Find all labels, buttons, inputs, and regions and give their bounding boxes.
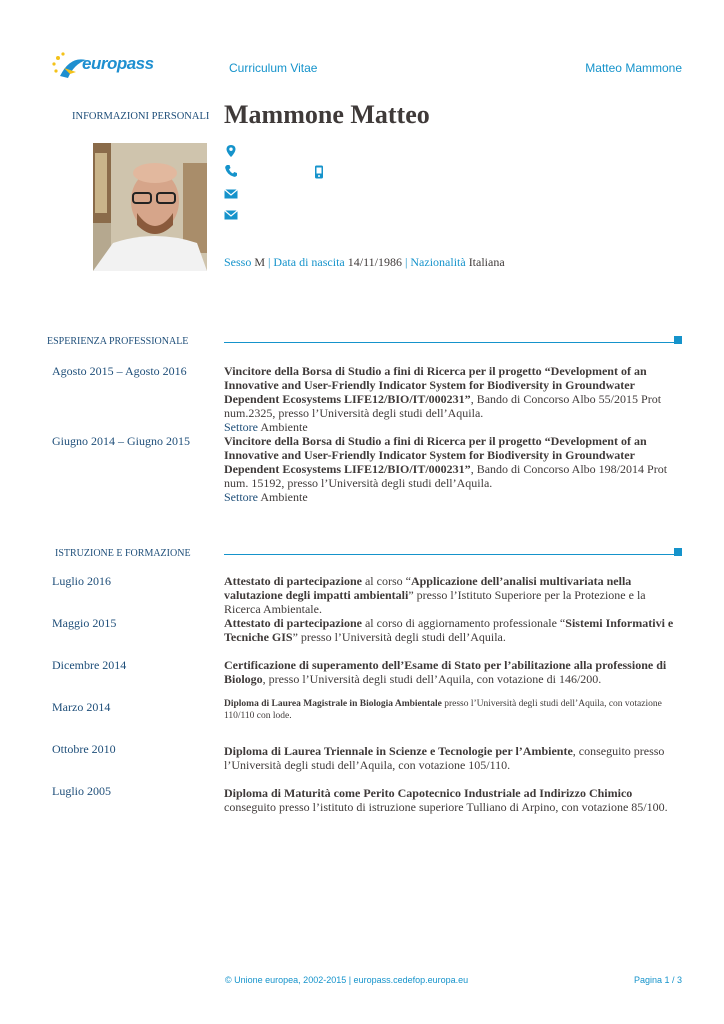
footer-copyright: © Unione europea, 2002-2015 | europass.cedefop.europa.eu — [225, 975, 469, 985]
page-number: Pagina 1 / 3 — [633, 975, 682, 985]
birth-value: 14/11/1986 — [347, 255, 402, 269]
education-date: Luglio 2005 — [52, 784, 111, 798]
location-icon — [224, 144, 238, 163]
sex-label: Sesso — [224, 255, 252, 269]
separator: | — [404, 255, 408, 269]
experience-entry: Vincitore della Borsa di Studio a fini di Ricerca per il progetto “Development of an Innovative and User-Friendly Indicator System for Biodiversity in Groundwater Dependent Ecosystems LIFE12/BIO/IT/000231”, Bando di Concorso Albo 55/2015 Prot num.2325, presso l’Università degli studi dell’Aquila. Settore Ambiente — [224, 364, 662, 434]
education-entry: Diploma di Laurea Triennale in Scienze e Tecnologie per l’Ambiente, conseguito presso l’Università degli studi dell’Aquila, con votazione 105/110. — [224, 744, 665, 772]
education-entry: Diploma di Laurea Magistrale in Biologia Ambientale presso l’Università degli studi dell’Aquila, con votazione 110/110 con lode. — [224, 699, 662, 721]
education-entry: Attestato di partecipazione al corso di aggiornamento professionale “Sistemi Informativi e Tecniche GIS” presso l’Università degli studi dell’Aquila. — [224, 616, 674, 644]
separator: | — [268, 255, 271, 269]
experience-entry: Vincitore della Borsa di Studio a fini di Ricerca per il progetto “Development of an Innovative and User-Friendly Indicator System for Biodiversity in Groundwater Dependent Ecosystems LIFE12/BIO/IT/000231”, Bando di Concorso Albo 198/2014 Prot num. 15192, presso l’Università degli studi dell’Aquila. Settore Ambiente — [224, 434, 668, 504]
education-section-label: ISTRUZIONE E FORMAZIONE — [55, 548, 191, 559]
personal-info-label: INFORMAZIONI PERSONALI — [72, 111, 210, 122]
mobile-phone-icon — [314, 165, 324, 184]
education-date: Maggio 2015 — [52, 616, 117, 630]
personal-details — [224, 255, 505, 270]
europass-logo-text: europass — [82, 54, 154, 73]
education-date: Ottobre 2010 — [52, 742, 116, 756]
email-icon — [224, 208, 238, 227]
nationality-label: Nazionalità — [410, 255, 466, 269]
education-date: Luglio 2016 — [52, 574, 111, 588]
email-icon — [224, 187, 238, 206]
nationality-value: Italiana — [468, 255, 505, 269]
sex-value: M — [254, 255, 266, 269]
document-type: Curriculum Vitae — [229, 61, 318, 75]
education-entry: Diploma di Maturità come Perito Capotecnico Industriale ad Indirizzo Chimico conseguito presso l’istituto di istruzione superiore Tulliano di Arpino, con votazione 85/100. — [224, 786, 668, 814]
full-name: Mammone Matteo — [224, 100, 430, 129]
education-date: Marzo 2014 — [52, 700, 111, 714]
education-entry: Certificazione di superamento dell’Esame di Stato per l’abilitazione alla professione di Biologo, presso l’Università degli studi dell’Aquila, con votazione di 146/200. — [224, 658, 667, 686]
section-divider — [224, 554, 674, 555]
section-marker — [674, 336, 682, 344]
section-marker — [674, 548, 682, 556]
education-entry: Attestato di partecipazione al corso “Applicazione dell’analisi multivariata nella valutazione degli impatti ambientali” presso l’Istituto Superiore per la Protezione e la Ricerca Ambientale. — [224, 574, 646, 616]
phone-icon — [224, 164, 238, 183]
birth-label: Data di nascita — [273, 255, 345, 269]
header-owner-name: Matteo Mammone — [585, 61, 682, 75]
profile-photo — [93, 143, 207, 271]
experience-date: Agosto 2015 – Agosto 2016 — [52, 364, 187, 378]
experience-date: Giugno 2014 – Giugno 2015 — [52, 434, 190, 448]
experience-section-label: ESPERIENZA PROFESSIONALE — [47, 336, 189, 347]
europass-logo — [50, 50, 154, 82]
education-date: Dicembre 2014 — [52, 658, 127, 672]
section-divider — [224, 342, 674, 343]
